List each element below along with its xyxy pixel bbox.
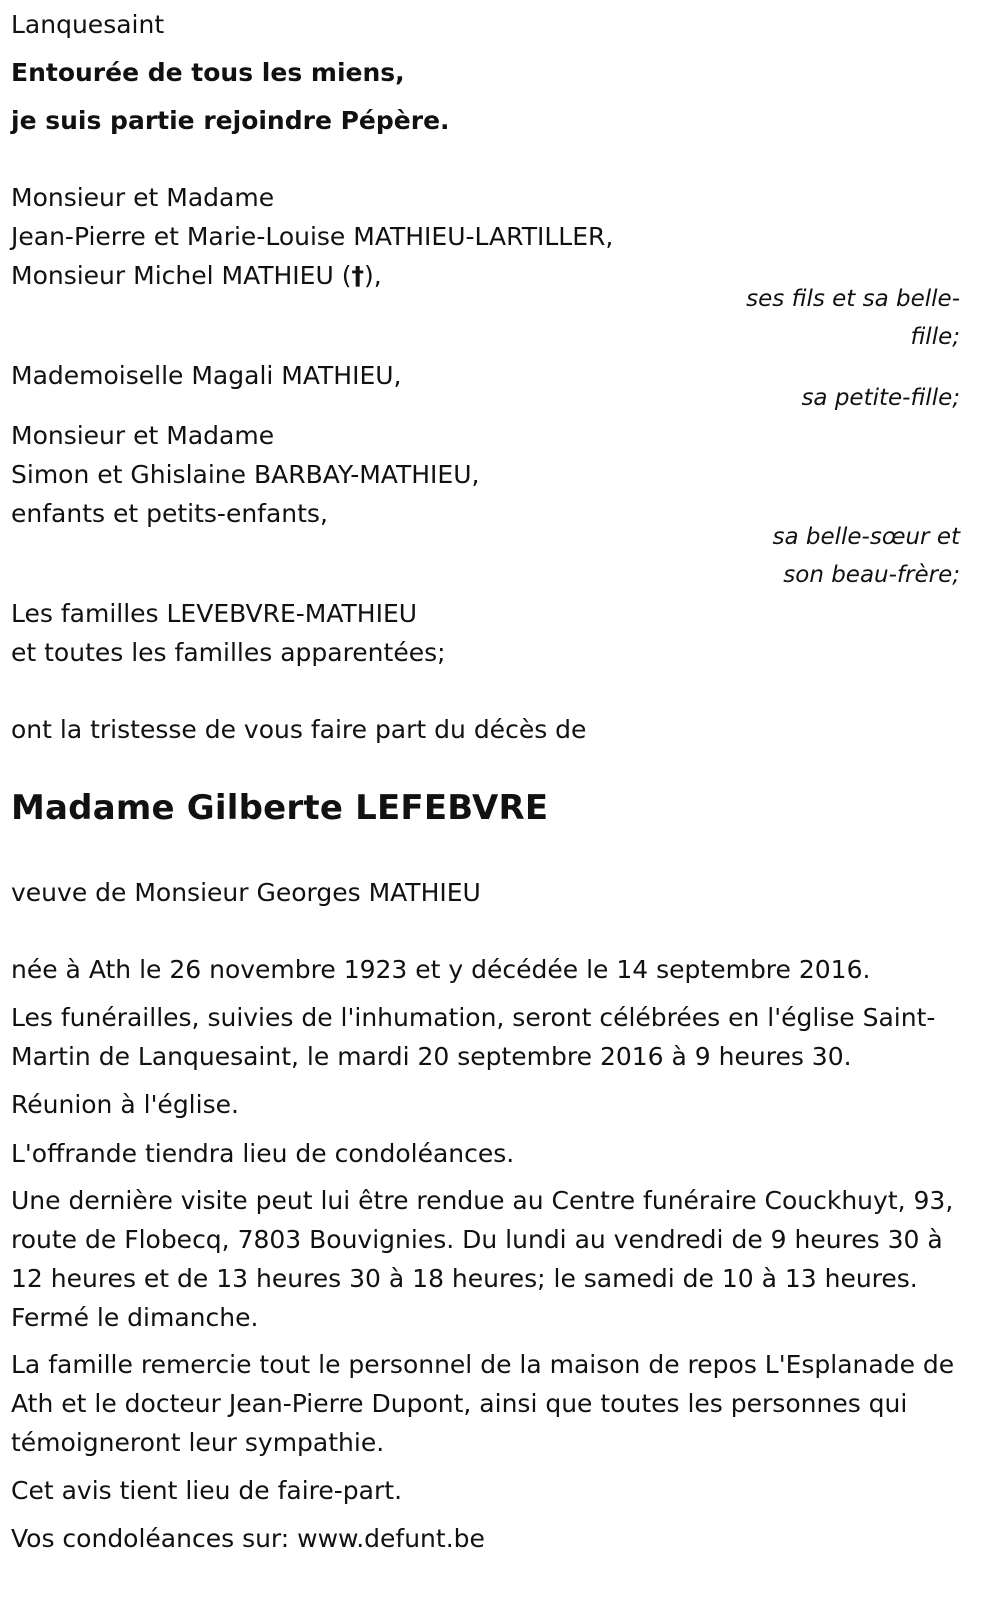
- family-group1-line3-suffix: ),: [363, 261, 382, 290]
- meeting-text: Réunion à l'église.: [11, 1090, 239, 1119]
- quote-line-1: Entourée de tous les miens,: [11, 58, 405, 87]
- quote-line-2: je suis partie rejoindre Pépère.: [11, 106, 450, 135]
- condolences-link[interactable]: www.defunt.be: [297, 1524, 485, 1553]
- family-group1-line3-prefix: Monsieur Michel MATHIEU (: [11, 261, 352, 290]
- family-group4-line1: Les familles LEVEBVRE-MATHIEU: [11, 599, 418, 628]
- thanks-text: La famille remercie tout le personnel de la maison de repos L'Esplanade de Ath et le docteur Jean-Pierre Dupont, ainsi que toutes les personnes qui témoigneront leur sympathie.: [11, 1350, 955, 1457]
- offering-text: L'offrande tiendra lieu de condoléances.: [11, 1139, 515, 1168]
- family-group1-line1: Monsieur et Madame: [11, 183, 275, 212]
- funeral-text: Les funérailles, suivies de l'inhumation, seront célébrées en l'église Saint-Martin de Lanquesaint, le mardi 20 septembre 2016 à 9 heures 30.: [11, 1003, 936, 1071]
- family-group3-line1: Monsieur et Madame: [11, 421, 275, 450]
- family-group3-relation-line1: sa belle-sœur et: [772, 524, 960, 550]
- family-group1-line3: [11, 256, 382, 295]
- family-group1-relation-line2: fille;: [910, 324, 960, 350]
- location: Lanquesaint: [11, 10, 165, 39]
- family-group4-line2: et toutes les familles apparentées;: [11, 638, 446, 667]
- deceased-name: Madame Gilberte LEFEBVRE: [11, 788, 549, 828]
- condolences-prefix: Vos condoléances sur:: [11, 1524, 298, 1553]
- family-group2-line1: Mademoiselle Magali MATHIEU,: [11, 361, 402, 390]
- family-group3-line3: enfants et petits-enfants,: [11, 499, 328, 528]
- notice-text: Cet avis tient lieu de faire-part.: [11, 1476, 403, 1505]
- widow-of: veuve de Monsieur Georges MATHIEU: [11, 878, 481, 907]
- family-group3-relation-line2: son beau-frère;: [783, 562, 960, 588]
- birth-death-text: née à Ath le 26 novembre 1923 et y décédée le 14 septembre 2016.: [11, 955, 871, 984]
- family-group1-relation-line1: ses fils et sa belle-: [746, 286, 960, 312]
- announcement-intro: ont la tristesse de vous faire part du décès de: [11, 715, 587, 744]
- family-group3-line2: Simon et Ghislaine BARBAY-MATHIEU,: [11, 460, 480, 489]
- family-group2-relation: sa petite-fille;: [801, 385, 960, 411]
- family-group1-line2: Jean-Pierre et Marie-Louise MATHIEU-LARTILLER,: [11, 222, 614, 251]
- cross-icon: †: [351, 261, 364, 290]
- condolences-line: [11, 1519, 971, 1558]
- visit-text: Une dernière visite peut lui être rendue au Centre funéraire Couckhuyt, 93, route de Flobecq, 7803 Bouvignies. Du lundi au vendredi de 9 heures 30 à 12 heures et de 13 heures 30 à 18 heures; le samedi de 10 à 13 heures. Fermé le dimanche.: [11, 1186, 954, 1332]
